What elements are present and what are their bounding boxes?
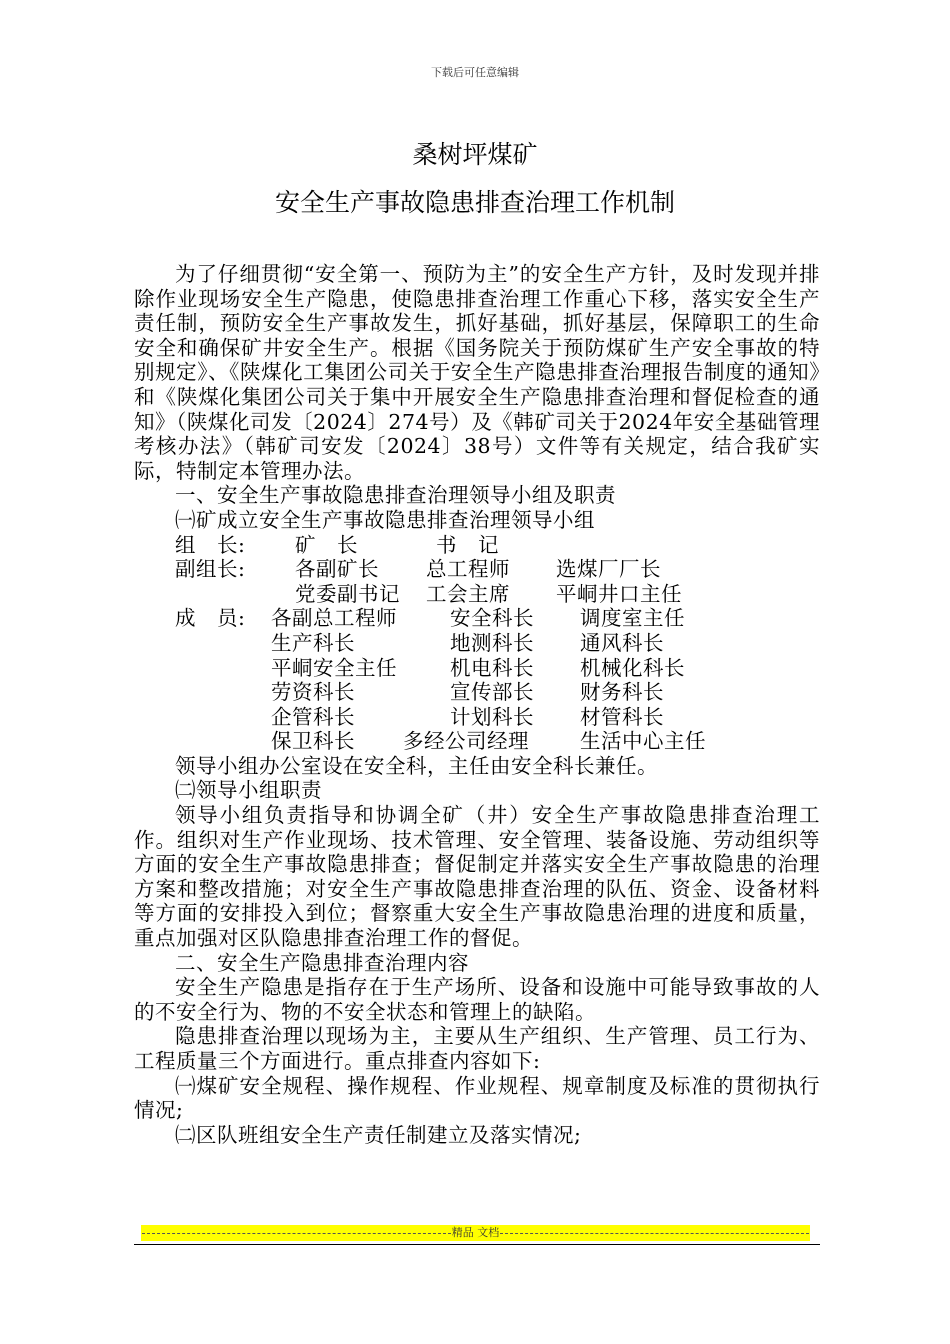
- leadership-group-list: [134, 533, 820, 754]
- group-member: 工会主席: [426, 581, 510, 606]
- member-label: 成 员:: [175, 606, 246, 631]
- group-member: 多经公司经理: [403, 729, 529, 754]
- group-row: [175, 606, 820, 631]
- group-member: 劳资科长: [271, 680, 355, 705]
- checklist-item-2: ㈡区队班组安全生产责任制建立及落实情况;: [175, 1122, 582, 1147]
- group-member: 宣传部长: [450, 680, 534, 705]
- group-member: 各副矿长: [295, 557, 379, 582]
- group-member: 企管科长: [271, 704, 355, 729]
- group-member: 书 记: [436, 532, 499, 557]
- group-row: [175, 705, 820, 730]
- duty-paragraph: 领导小组负责指导和协调全矿（井）安全生产事故隐患排查治理工作。组织对生产作业现场、技术管理、安全管理、装备设施、劳动组织等方面的安全生产事故隐患排查；督促制定并落实安全生产事故隐患的治理方案和整改措施；对安全生产事故隐患排查治理的队伍、资金、设备材料等方面的安排投入到位；督察重大安全生产事故隐患治理的进度和质量，重点加强对区队隐患排查治理工作的督促。: [134, 803, 820, 951]
- group-member: 矿 长: [295, 532, 358, 557]
- group-member: 安全科长: [450, 606, 534, 631]
- group-member: 选煤厂厂长: [556, 557, 661, 582]
- group-member: 保卫科长: [271, 729, 355, 754]
- group-row: [175, 557, 820, 582]
- deputy-label: 副组长:: [175, 557, 246, 582]
- leader-label: 组 长:: [175, 532, 246, 557]
- office-note: 领导小组办公室设在安全科，主任由安全科长兼任。: [175, 753, 658, 778]
- group-member: 材管科长: [580, 704, 664, 729]
- group-member: 财务科长: [580, 680, 664, 705]
- group-row: [175, 533, 820, 558]
- group-row: [175, 656, 820, 681]
- group-member: 机电科长: [450, 655, 534, 680]
- document-body: [134, 262, 820, 1147]
- section1-subheading-2: ㈡领导小组职责: [175, 778, 322, 803]
- definition-paragraph: 安全生产隐患是指存在于生产场所、设备和设施中可能导致事故的人的不安全行为、物的不安全状态和管理上的缺陷。: [134, 975, 820, 1024]
- group-member: 生产科长: [271, 630, 355, 655]
- footer-rule: [134, 1244, 820, 1245]
- document-title-line2: 安全生产事故隐患排查治理工作机制: [274, 188, 675, 217]
- group-member: 地测科长: [450, 630, 534, 655]
- footer-highlight-bar: [141, 1225, 810, 1241]
- section1-heading: 一、安全生产事故隐患排查治理领导小组及职责: [175, 483, 616, 508]
- group-row: [175, 631, 820, 656]
- section1-subheading-1: ㈠矿成立安全生产事故隐患排查治理领导小组: [175, 507, 595, 532]
- group-member: 党委副书记: [295, 581, 400, 606]
- footer-label: 精品 文档: [451, 1226, 500, 1239]
- group-member: 总工程师: [426, 557, 510, 582]
- group-member: 计划科长: [450, 704, 534, 729]
- header-note: 下载后可任意编辑: [431, 66, 519, 79]
- scope-paragraph: 隐患排查治理以现场为主，主要从生产组织、生产管理、员工行为、工程质量三个方面进行。重点排查内容如下:: [134, 1024, 820, 1073]
- footer-dashes-right: [500, 1233, 809, 1234]
- footer-dashes-left: [142, 1233, 451, 1234]
- group-member: 调度室主任: [580, 606, 685, 631]
- document-title-line1: 桑树坪煤矿: [412, 140, 538, 169]
- group-member: 生活中心主任: [580, 729, 706, 754]
- group-member: 通风科长: [580, 630, 664, 655]
- section2-heading: 二、安全生产隐患排查治理内容: [175, 950, 469, 975]
- group-row: [175, 582, 820, 607]
- group-row: [175, 680, 820, 705]
- group-member: 平峒井口主任: [556, 581, 682, 606]
- intro-paragraph: 为了仔细贯彻“安全第一、预防为主”的安全生产方针，及时发现并排除作业现场安全生产隐患，使隐患排查治理工作重心下移，落实安全生产责任制，预防安全生产事故发生，抓好基础，抓好基层，保障职工的生命安全和确保矿井安全生产。根据《国务院关于预防煤矿生产安全事故的特别规定》、《陕煤化工集团公司关于安全生产隐患排查治理报告制度的通知》和《陕煤化集团公司关于集中开展安全生产隐患排查治理和督促检查的通知》（陕煤化司发〔2024〕274号）及《韩矿司关于2024年安全基础管理考核办法》（韩矿司安发〔2024〕38号）文件等有关规定，结合我矿实际，特制定本管理办法。: [134, 262, 820, 483]
- group-member: 机械化科长: [580, 655, 685, 680]
- group-member: 各副总工程师: [271, 606, 397, 631]
- group-row: [175, 729, 820, 754]
- checklist-item-1: ㈠煤矿安全规程、操作规程、作业规程、规章制度及标准的贯彻执行情况;: [134, 1073, 820, 1123]
- group-member: 平峒安全主任: [271, 655, 397, 680]
